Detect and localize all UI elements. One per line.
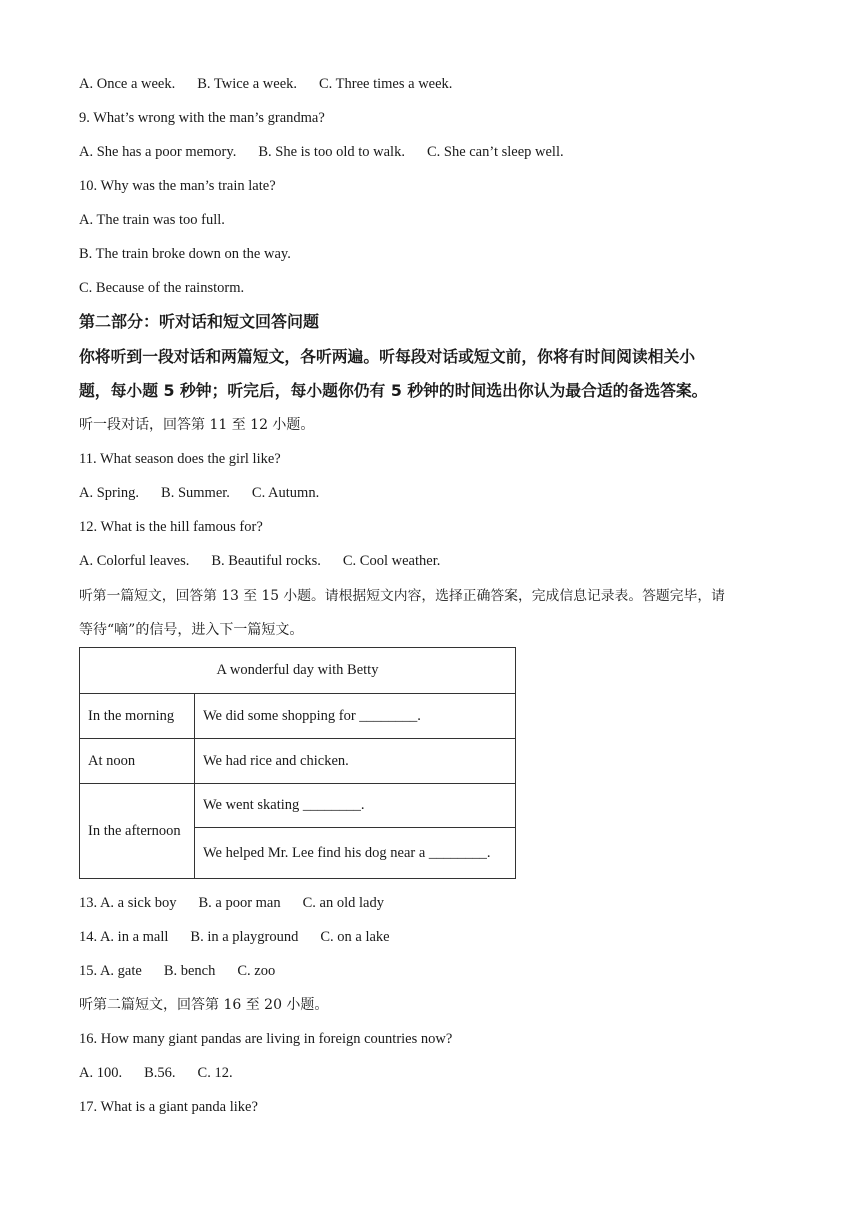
q12-option-a: A. Colorful leaves. (79, 553, 190, 569)
q11-options (79, 483, 341, 503)
q15-option-a: 15. A. gate (79, 963, 142, 979)
q16-option-c: C. 12. (197, 1065, 233, 1081)
q9-question: 9. What’s wrong with the man’s grandma? (79, 110, 325, 126)
afternoon-text-1: We went skating ________. (195, 784, 516, 828)
q16-question: 16. How many giant pandas are living in foreign countries now? (79, 1031, 453, 1047)
afternoon-label: In the afternoon (80, 784, 195, 879)
q13-option-a: 13. A. a sick boy (79, 895, 177, 911)
q12-option-c: C. Cool weather. (342, 553, 441, 569)
q14-options (79, 927, 412, 947)
noon-label: At noon (80, 739, 195, 784)
passage1-intro-line2: 等待“嘀”的信号，进入下一篇短文。 (79, 622, 304, 638)
part2-title: 第二部分：听对话和短文回答问题 (79, 312, 320, 331)
q9-option-b: B. She is too old to walk. (258, 144, 405, 160)
q16-option-b: B.56. (144, 1065, 176, 1081)
part2-instruction-line1: 你将听到一段对话和两篇短文，各听两遍。听每段对话或短文前，你将有时间阅读相关小 (79, 347, 696, 366)
q8-option-c: C. Three times a week. (319, 76, 453, 92)
passage2-intro: 听第二篇短文，回答第 16 至 20 小题。 (79, 997, 329, 1013)
q11-option-a: A. Spring. (79, 485, 140, 501)
morning-text: We did some shopping for ________. (195, 694, 516, 739)
q15-option-c: C. zoo (237, 963, 276, 979)
q10-option-c: C. Because of the rainstorm. (79, 280, 245, 296)
q14-option-a: 14. A. in a mall (79, 929, 169, 945)
q16-options (79, 1063, 255, 1083)
q9-options (79, 142, 586, 162)
q10-option-a: A. The train was too full. (79, 212, 225, 228)
q9-option-a: A. She has a poor memory. (79, 144, 237, 160)
q12-option-b: B. Beautiful rocks. (211, 553, 321, 569)
q15-options (79, 961, 297, 981)
q9-option-c: C. She can’t sleep well. (426, 144, 564, 160)
q14-option-b: B. in a playground (190, 929, 299, 945)
q10-option-b: B. The train broke down on the way. (79, 246, 291, 262)
q16-option-a: A. 100. (79, 1065, 123, 1081)
part2-instruction-line2: 题，每小题 5 秒钟；听完后，每小题你仍有 5 秒钟的时间选出你认为最合适的备选答案。 (79, 381, 708, 400)
q10-question: 10. Why was the man’s train late? (79, 178, 276, 194)
morning-label: In the morning (80, 694, 195, 739)
q14-option-c: C. on a lake (320, 929, 390, 945)
q13-options (79, 893, 406, 913)
record-table-title: A wonderful day with Betty (80, 648, 516, 694)
q12-question: 12. What is the hill famous for? (79, 519, 263, 535)
q8-option-b: B. Twice a week. (197, 76, 297, 92)
q12-options (79, 551, 462, 571)
q11-option-c: C. Autumn. (251, 485, 320, 501)
q17-question: 17. What is a giant panda like? (79, 1099, 258, 1115)
q13-option-b: B. a poor man (198, 895, 281, 911)
record-table (79, 647, 516, 879)
q13-option-c: C. an old lady (302, 895, 384, 911)
q15-option-b: B. bench (163, 963, 216, 979)
passage1-intro-line1: 听第一篇短文，回答第 13 至 15 小题。请根据短文内容，选择正确答案，完成信息记录表。答题完毕，请 (79, 588, 725, 604)
q8-option-a: A. Once a week. (79, 76, 176, 92)
afternoon-text-2: We helped Mr. Lee find his dog near a ________. (195, 828, 516, 879)
q11-question: 11. What season does the girl like? (79, 451, 281, 467)
noon-text: We had rice and chicken. (195, 739, 516, 784)
q11-option-b: B. Summer. (161, 485, 230, 501)
q8-options (79, 74, 474, 94)
dialog-intro: 听一段对话，回答第 11 至 12 小题。 (79, 417, 315, 433)
